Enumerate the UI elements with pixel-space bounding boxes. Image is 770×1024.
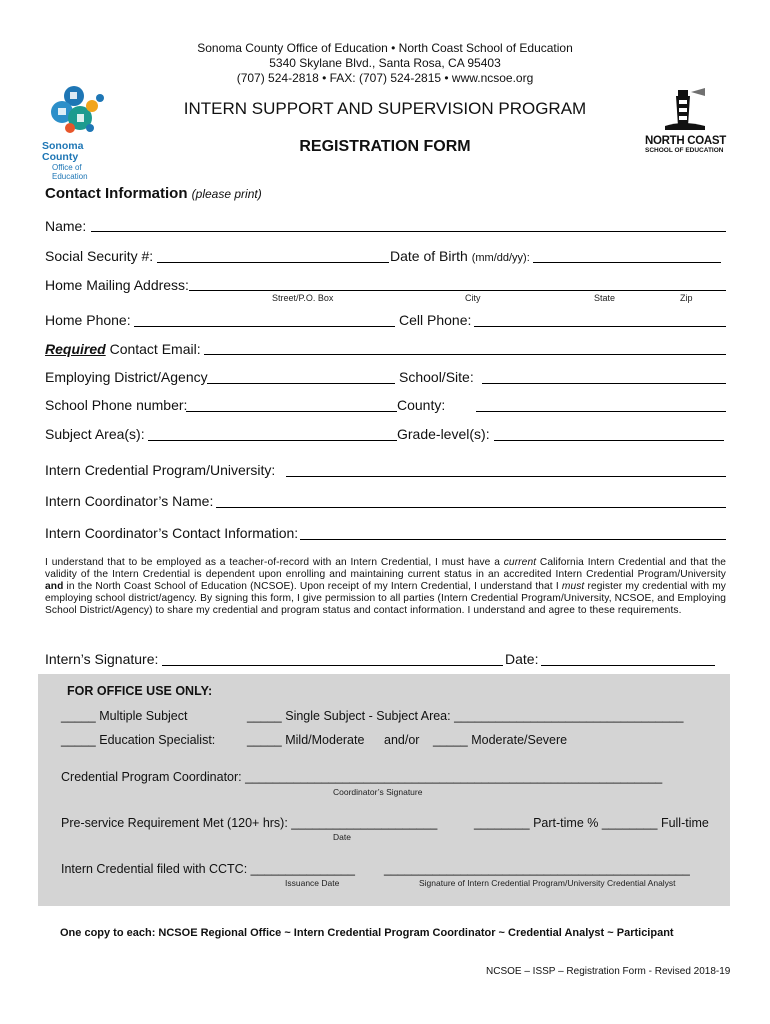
sonoma-logo-text2: Office of Education bbox=[52, 163, 88, 181]
program-label: Intern Credential Program/University: bbox=[45, 462, 276, 478]
address-zip-hint: Zip bbox=[680, 293, 693, 303]
subject-label: Subject Area(s): bbox=[45, 426, 145, 442]
parttime-fulltime-field[interactable]: ________ Part-time % ________ Full-time bbox=[474, 816, 709, 830]
agreement-text-1: I understand that to be employed as a teacher-of-record with an Intern Credential, I must have a bbox=[45, 557, 504, 568]
name-label: Name: bbox=[45, 218, 87, 234]
contact-heading bbox=[45, 185, 262, 202]
grade-field[interactable] bbox=[494, 440, 724, 441]
county-label: County: bbox=[397, 397, 446, 413]
name-field[interactable] bbox=[91, 231, 726, 232]
preservice-field[interactable]: Pre-service Requirement Met (120+ hrs): _____________________ bbox=[61, 816, 438, 830]
analyst-signature-field[interactable]: ____________________________________________ bbox=[384, 862, 690, 876]
single-subject-option[interactable]: _____ Single Subject - Subject Area: _________________________________ bbox=[247, 709, 684, 723]
revision-note: NCSOE – ISSP – Registration Form - Revised 2018-19 bbox=[486, 966, 731, 977]
contact-heading-text: Contact Information bbox=[45, 185, 188, 202]
school-phone-field[interactable] bbox=[186, 411, 397, 412]
cctc-filed-field[interactable]: Intern Credential filed with CCTC: _______________ bbox=[61, 862, 355, 876]
coordinator-contact-label: Intern Coordinator’s Contact Information: bbox=[45, 525, 299, 541]
and-or-label: and/or bbox=[384, 733, 420, 747]
address-city-hint: City bbox=[465, 293, 481, 303]
coordinator-label: Intern Coordinator’s Name: bbox=[45, 493, 214, 509]
signature-date-label: Date: bbox=[505, 651, 539, 667]
agreement-emphasis-current: current bbox=[503, 557, 537, 568]
address-label: Home Mailing Address: bbox=[45, 277, 189, 293]
sonoma-logo-text1: Sonoma County bbox=[42, 140, 84, 163]
coordinator-contact-field[interactable] bbox=[300, 539, 726, 540]
contact-heading-note: (please print) bbox=[191, 187, 262, 201]
email-label-text: Contact Email: bbox=[105, 341, 201, 357]
cell-phone-label: Cell Phone: bbox=[399, 312, 472, 328]
agreement-text-3: in the North Coast School of Education (NCSOE). Upon receipt of my Intern Credential, I understand that I bbox=[63, 581, 562, 592]
agreement-text-4: register my credential with my employing school district/agency. By signing this form, I give permission to all parties (Intern Credential Program/University, NCSOE, and Employing School District/Agency) to share my credential and program status and contact information. I understand and agree to these requirements. bbox=[45, 581, 726, 616]
education-specialist-option[interactable]: _____ Education Specialist: bbox=[61, 733, 216, 747]
office-use-panel bbox=[38, 674, 730, 906]
north-coast-logo-text1: NORTH COAST bbox=[645, 135, 727, 147]
mild-moderate-option[interactable]: _____ Mild/Moderate bbox=[247, 733, 365, 747]
ssn-label: Social Security #: bbox=[45, 248, 154, 264]
header-line1: Sonoma County Office of Education • North Coast School of Education bbox=[197, 41, 573, 55]
school-field[interactable] bbox=[482, 383, 726, 384]
agreement-text-2: California Intern Credential and that the validity of the Intern Credential is dependent upon enrolling and maintaining current status in an accredited Intern Credential Program/University bbox=[45, 557, 726, 580]
analyst-signature-hint: Signature of Intern Credential Program/University Credential Analyst bbox=[419, 878, 676, 888]
coordinator-field[interactable] bbox=[216, 507, 726, 508]
email-label bbox=[45, 341, 201, 357]
county-field[interactable] bbox=[476, 411, 726, 412]
dob-field[interactable] bbox=[533, 262, 721, 263]
school-label: School/Site: bbox=[399, 369, 474, 385]
program-title: INTERN SUPPORT AND SUPERVISION PROGRAM bbox=[183, 99, 587, 118]
preservice-date-hint: Date bbox=[333, 832, 351, 842]
multiple-subject-option[interactable]: _____ Multiple Subject bbox=[61, 709, 188, 723]
address-field[interactable] bbox=[189, 290, 726, 291]
ssn-field[interactable] bbox=[157, 262, 389, 263]
header-address bbox=[0, 41, 770, 86]
dob-format: (mm/dd/yy): bbox=[471, 252, 530, 264]
header-line3: (707) 524-2818 • FAX: (707) 524-2815 • www.ncsoe.org bbox=[236, 71, 534, 85]
address-street-hint: Street/P.O. Box bbox=[272, 293, 334, 303]
north-coast-logo-text2: SCHOOL OF EDUCATION bbox=[645, 147, 724, 154]
form-title: REGISTRATION FORM bbox=[299, 138, 471, 155]
district-label: Employing District/Agency bbox=[45, 369, 208, 385]
grade-label: Grade-level(s): bbox=[397, 426, 490, 442]
subject-field[interactable] bbox=[148, 440, 397, 441]
district-field[interactable] bbox=[207, 383, 395, 384]
address-state-hint: State bbox=[594, 293, 616, 303]
home-phone-label: Home Phone: bbox=[45, 312, 131, 328]
school-phone-label: School Phone number: bbox=[45, 397, 188, 413]
agreement-paragraph bbox=[45, 557, 726, 617]
home-phone-field[interactable] bbox=[134, 326, 395, 327]
moderate-severe-option[interactable]: _____ Moderate/Severe bbox=[433, 733, 568, 747]
email-required-marker: Required bbox=[45, 341, 106, 357]
cell-phone-field[interactable] bbox=[474, 326, 726, 327]
dob-label-text: Date of Birth bbox=[390, 248, 468, 264]
agreement-emphasis-must: must bbox=[561, 581, 585, 592]
agreement-strong-and: and bbox=[45, 581, 64, 592]
coordinator-signature-hint: Coordinator’s Signature bbox=[333, 787, 423, 797]
signature-date-field[interactable] bbox=[541, 665, 715, 666]
issuance-date-hint: Issuance Date bbox=[285, 878, 340, 888]
coordinator-signature-field[interactable]: Credential Program Coordinator: ____________________________________________________________ bbox=[61, 770, 663, 784]
program-field[interactable] bbox=[286, 476, 726, 477]
header-line2: 5340 Skylane Blvd., Santa Rosa, CA 95403 bbox=[269, 56, 501, 70]
signature-field[interactable] bbox=[162, 665, 503, 666]
dob-label bbox=[390, 248, 530, 264]
copies-note: One copy to each: NCSOE Regional Office ~ Intern Credential Program Coordinator ~ Credential Analyst ~ Participant bbox=[60, 927, 674, 939]
signature-label: Intern’s Signature: bbox=[45, 651, 159, 667]
email-field[interactable] bbox=[204, 354, 726, 355]
office-heading: FOR OFFICE USE ONLY: bbox=[67, 684, 213, 698]
